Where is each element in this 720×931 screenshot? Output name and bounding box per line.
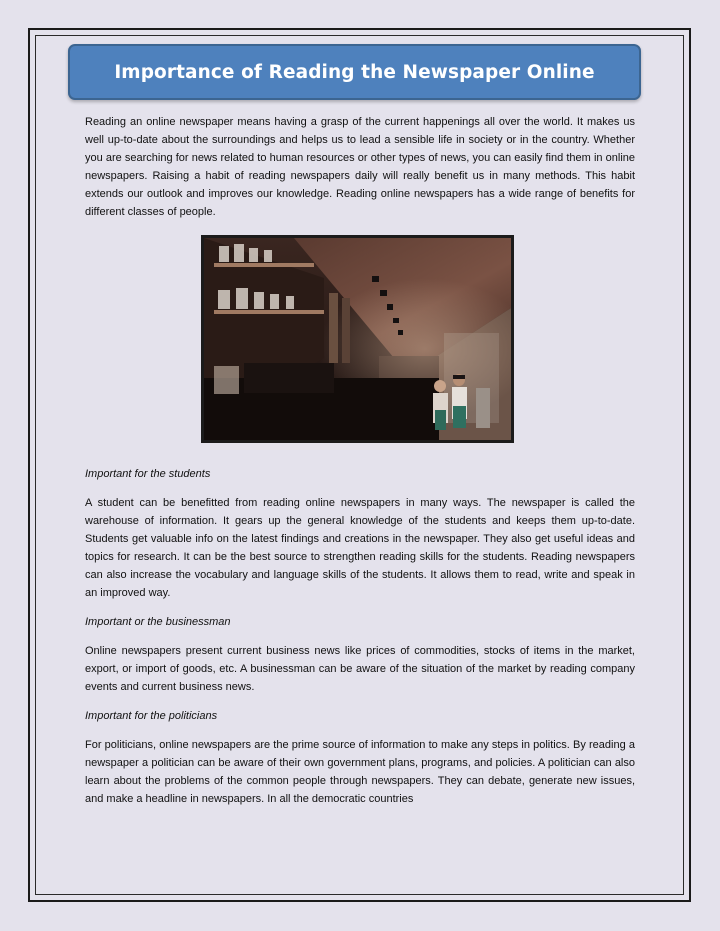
document-body	[85, 107, 635, 808]
section-heading-businessman: Important or the businessman	[85, 616, 231, 628]
section-body-students: A student can be benefitted from reading online newspapers in many ways. The newspaper is called the warehouse of information. It gears up the general knowledge of the students and keeps them up-to-date. Students get valuable info on the latest findings and creations in the newspaper. They also get useful ideas and topics for research. It can be the best source to strengthen reading skills for the students. Reading newspapers can also increase the vocabulary and language skills of the students. It allows them to read, write and speak in an improved way.	[85, 497, 635, 599]
section-heading-politicians: Important for the politicians	[85, 710, 218, 722]
section-body-businessman: Online newspapers present current business news like prices of commodities, stocks of items in the market, export, or import of goods, etc. A businessman can be aware of the situation of the market by reading company events and current business news.	[85, 645, 635, 693]
section-body-politicians: For politicians, online newspapers are the prime source of information to make any steps in politics. By reading a newspaper a politician can be aware of their own government plans, programs, and policies. A politician can also learn about the problems of the common people through newspapers. They can debate, generate new issues, and make a headline in newspapers. In all the democratic countries	[85, 739, 635, 805]
page-title: Importance of Reading the Newspaper Online	[114, 61, 595, 83]
cafe-photo	[201, 235, 514, 443]
title-banner	[68, 44, 641, 100]
section-heading-students: Important for the students	[85, 468, 211, 480]
intro-paragraph: Reading an online newspaper means having a grasp of the current happenings all over the world. It makes us well up-to-date about the surroundings and helps us to lead a sensible life in society or in the country. Whether you are searching for news related to human resources or other types of news, you can easily find them in online newspapers. Raising a habit of reading newspapers daily will really benefit us in many methods. This habit extends our outlook and improves our knowledge. Reading online newspapers has a wide range of benefits for different classes of people.	[85, 116, 635, 218]
cafe-photo-illustration	[204, 238, 511, 440]
